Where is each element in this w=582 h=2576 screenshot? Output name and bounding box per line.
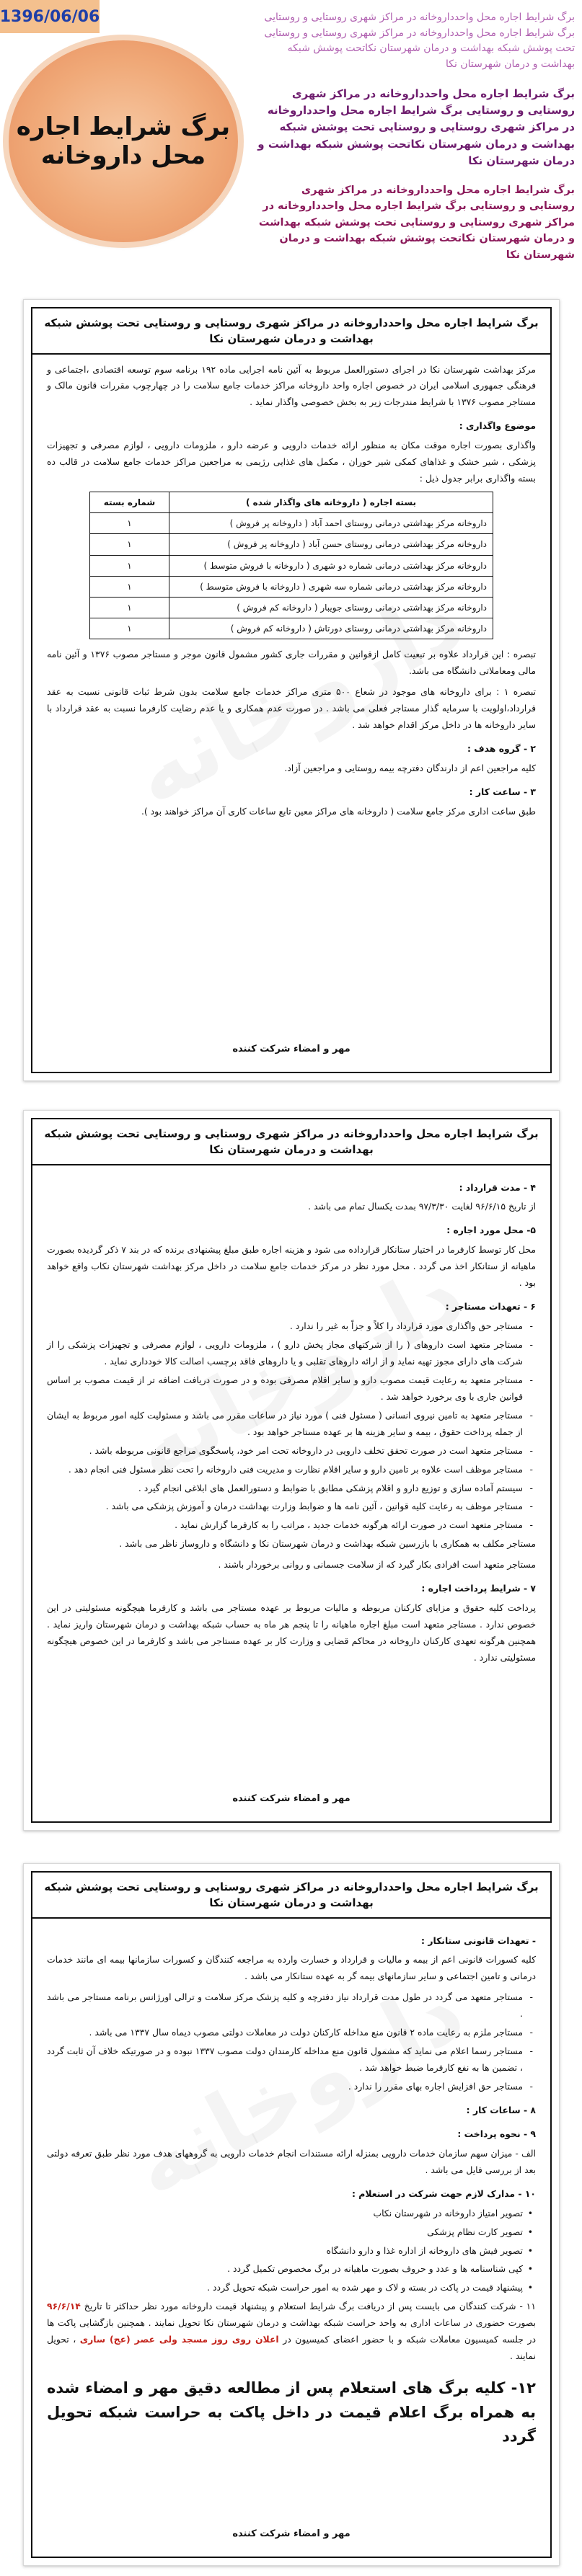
docs-heading: ۱۰ - مدارک لازم جهت شرکت در استعلام :	[352, 2188, 536, 2199]
package-number: ۱	[90, 576, 169, 597]
target-group-heading: ۲ - گروه هدف :	[467, 743, 536, 755]
table-row	[90, 598, 493, 618]
list-item: - مستاجر متعهد است داروهای ( را از شرکتهای مجاز پخش دارو ) ، ملزومات دارویی ، لوازم مصرفی و تجهیزات پزشکی را از شرکت های دارای مجوز تهیه نماید و از ارائه داروهای تقلبی و یا داروهای فاقد برچسب اصالت کالا خودداری نماید .	[47, 1337, 523, 1370]
package-name: داروخانه مرکز بهداشتی درمانی شماره دو شهری ( داروخانه با فروش متوسط )	[169, 555, 493, 576]
list-item: - سیستم آماده سازی و توزیع دارو و اقلام پزشکی مطابق با ضوابط و دستورالعمل های ابلاغی انجام گیرد .	[47, 1480, 523, 1497]
legal-text: کلیه کسورات قانونی اعم از بیمه و مالیات و قرارداد و خسارت وارده به مراجعه کنندگان و کسورات سازمانها بیمه ای مانند خدمات درمانی و تامین اجتماعی و سایر سازمانهای بیمه گر به عهده ستانکار می باشد .	[47, 1954, 536, 1982]
list-item: • پیشنهاد قیمت در پاکت در بسته و لاک و مهر شده به امور حراست شبکه تحویل گردد .	[47, 2280, 523, 2296]
final-paragraph	[47, 2299, 536, 2365]
final-big-note: ۱۲- کلیه برگ های استعلام پس از مطالعه دقیق مهر و امضاء شده به همراه برگ اعلام قیمت در داخل پاکت به حراست شبکه تحویل گردد	[47, 2379, 536, 2446]
final-date: ۹۶/۶/۱۴	[47, 2301, 81, 2312]
signature-line: مهر و امضاء شرکت کننده	[232, 1044, 350, 1054]
page-1-body	[32, 355, 550, 830]
package-table-header	[90, 492, 493, 513]
package-number: ۱	[90, 555, 169, 576]
payment-text: الف - میزان سهم سازمان خدمات دارویی بمنزله ارائه مستندات انجام خدمات دارویی به گروههای هدف مورد نظر طبق تعرفه دولتی بعد از بررسی فایل می باشد .	[47, 2147, 536, 2175]
header-paragraph-1: برگ شرایط اجاره محل واحدداروخانه در مراکز شهری روستایی و روستایی برگ شرایط اجاره محل واحدداروخانه در مراکز شهری روستایی و روستایی تحت پوشش شبکه بهداشت و درمان شهرستان نکاتحت پوشش شبکه بهداشت و درمان شهرستان نکا	[264, 12, 575, 71]
duty-tail-2: مستاجر متعهد است افرادی بکار گیرد که از سلامت جسمانی و روانی برخوردار باشند .	[218, 1559, 536, 1571]
page-3-body	[32, 1919, 550, 2462]
note-1: تبصره : این قرارداد علاوه بر تبعیت کامل ازقوانین و مقررات جاری کشور مشمول قانون موجر و مستاجر مصوب ۱۳۷۶ و آئین نامه مالی ومعاملاتی دانشگاه می باشد.	[47, 649, 536, 677]
page-2-title: برگ شرایط اجاره محل واحدداروخانه در مراکز شهری روستایی و روستایی تحت پوشش شبکه بهداشت و درمان شهرستان نکا	[32, 1119, 550, 1165]
signature-line: مهر و امضاء شرکت کننده	[232, 2528, 350, 2539]
package-number: ۱	[90, 513, 169, 534]
final-text-1: ۱۱ - شرکت کنندگان می بایست پس از دریافت برگ شرایط استعلام و پیشنهاد قیمت داروخانه مورد نظر حداکثر تا تاریخ	[84, 2301, 536, 2312]
package-name: داروخانه مرکز بهداشتی درمانی شماره سه شهری ( داروخانه با فروش متوسط )	[169, 576, 493, 597]
list-item: - مستاجر موظف است علاوه بر تامین دارو و سایر اقلام نظارت و مدیریت فنی داروخانه را تحت نظر مسئول فنی انجام دهد .	[47, 1462, 523, 1478]
title-oval-text: برگ شرایط اجاره محل داروخانه	[16, 112, 231, 170]
payment-heading: ۹ - نحوه پرداخت :	[457, 2128, 536, 2139]
document-page-1	[23, 299, 560, 1081]
list-item: - مستاجر ملزم به رعایت ماده ۲ قانون منع مداخله کارکنان دولت در معاملات دولتی مصوب دیماه سال ۱۳۳۷ می باشد .	[47, 2025, 523, 2041]
document-page-2	[23, 1110, 560, 1831]
table-row	[90, 513, 493, 534]
list-item: - مستاجر متعهد می گردد در طول مدت قرارداد نیاز دفترچه و کلیه پزشک مرکز سلامت و ترالی اورژانس برنامه مستاجر می باشد .	[47, 1989, 523, 2022]
subject-paragraph: واگذاری بصورت اجاره موقت مکان به منظور ارائه خدمات دارویی و عرضه دارو ، ملزومات دارویی ، لوازم مصرفی و تجهیزات پزشکی ، شیر خشک و غذاهای کمکی شیر خوران ، مکمل های غذایی رژیمی به مراجعین مراکز خدمات جامع سلامت در قالب ده بسته واگذاری برابر جدول ذیل :	[47, 440, 536, 484]
intro-paragraph: مرکز بهداشت شهرستان نکا در اجرای دستورالعمل مربوط به آئین نامه اجرایی ماده ۱۹۲ برنامه سوم توسعه اقتصادی ،اجتماعی و فرهنگی جمهوری اسلامی ایران در خصوص اجاره واحد داروخانه مراکز خدمات جامع سلامت را در چهارچوب مقررات قانون مالک و مستاجر مصوب ۱۳۷۶ با شرایط مندرجات زیر به بخش خصوصی واگذار نماید .	[47, 363, 536, 408]
package-name: داروخانه مرکز بهداشتی درمانی روستای حسن آباد ( داروخانه پر فروش )	[169, 534, 493, 555]
title-oval	[4, 36, 242, 247]
package-number: ۱	[90, 534, 169, 555]
list-item: • کپی شناسنامه ها و عدد و حروف بصورت ماهیانه در برگ مخصوص تکمیل گردد .	[47, 2261, 523, 2278]
header-paragraph-2: برگ شرایط اجاره محل واحدداروخانه در مراکز شهری روستایی و روستایی برگ شرایط اجاره محل واحدداروخانه در مراکز شهری روستایی و روستایی تحت پوشش شبکه بهداشت و درمان شهرستان نکاتحت پوشش شبکه بهداشت و درمان شهرستان نکا	[257, 86, 575, 167]
signature-line: مهر و امضاء شرکت کننده	[232, 1793, 350, 1804]
table-row	[90, 618, 493, 639]
list-item: - مستاجر متعهد به تامین نیروی انسانی ( مسئول فنی ) مورد نیاز در ساعات مقرر می باشد و مسئولیت کلیه امور مربوط به ایشان از جمله پرداخت حقوق ، بیمه و سایر هزینه ها بر عهده مستاجر خواهد بود .	[47, 1408, 523, 1441]
list-item: • تصویر امتیاز داروخانه در شهرستان نکاب	[47, 2206, 523, 2222]
list-item: - مستاجر متعهد به رعایت قیمت مصوب دارو و سایر اقلام مصرفی بوده و در صورت دریافت اضافه تر از قیمت مصوب بر اساس قوانین جاری با وی برخورد خواهد شد .	[47, 1372, 523, 1405]
final-text-2: بصورت حضوری در ساعات اداری به واحد حراست شبکه بهداشت و درمان شهرستان نکا تحویل نمایند . همچنین بازگشایی پاکت ها در جلسه کمیسیون معاملات شبکه و با حضور اعضای کمیسیون در	[47, 2317, 536, 2345]
rent-heading: ۷ - شرایط پرداخت اجاره :	[421, 1583, 536, 1594]
package-name: داروخانه مرکز بهداشتی درمانی روستای احمد آباد ( داروخانه پر فروش )	[169, 513, 493, 534]
duties-heading: ۶ - تعهدات مستاجر :	[445, 1301, 536, 1313]
list-item: • تصویر کارت نظام پزشکی	[47, 2224, 523, 2241]
package-table	[89, 492, 493, 639]
package-name: داروخانه مرکز بهداشتی درمانی روستای جویبار ( داروخانه کم فروش )	[169, 598, 493, 618]
header-paragraph-3: برگ شرایط اجاره محل واحدداروخانه در مراکز شهری روستایی و روستایی برگ شرایط اجاره محل واحدداروخانه در مراکز شهری روستایی و روستایی تحت پوشش شبکه بهداشت و درمان شهرستان نکاتحت پوشش شبکه بهداشت و درمان شهرستان نکا	[258, 185, 575, 261]
target-group-text: کلیه مراجعین اعم از دارندگان دفترچه بیمه روستایی و مراجعین آزاد.	[284, 763, 536, 773]
legal-heading: - تعهدات قانونی ستانکار :	[421, 1935, 536, 1946]
page-3-frame	[31, 1871, 552, 2558]
final-text-3: ، تحویل نمایند .	[47, 2334, 536, 2362]
col-package-number: شماره بسته	[90, 492, 169, 513]
list-item: - مستاجر رسما اعلام می نماید که مشمول قانون منع مداخله کارمندان دولت مصوب ۱۳۳۷ نبوده و در صورتیکه خلاف آن ثابت گردد ، تضمین ها به نفع کارفرما ضبط خواهد شد .	[47, 2043, 523, 2077]
page-1-title: برگ شرایط اجاره محل واحدداروخانه در مراکز شهری روستایی و روستایی تحت پوشش شبکه بهداشت و درمان شهرستان نکا	[32, 308, 550, 355]
page3-hours-heading: ۸ - ساعات کار :	[466, 2104, 536, 2115]
list-item: • تصویر فیش های داروخانه از اداره غذا و دارو دانشگاه	[47, 2243, 523, 2260]
subject-heading: موضوع واگذاری :	[459, 420, 536, 432]
list-item: - مستاجر متعهد است در صورت تحقق تخلف دارویی در داروخانه تحت امر خود، پاسخگوی مراجع قانونی مربوطه باشد .	[47, 1443, 523, 1460]
header-banner	[0, 0, 582, 290]
place-text: محل کار توسط کارفرما در اختیار ستانکار قرارداده می شود و هزینه اجاره طبق مبلغ پیشنهادی برنده که در بند ۷ ذکر گردیده بصورت ماهیانه از ستانکار اخذ می گردد . محل مورد نظر در مرکز خدمات جامع سلامت در داخل مرکز بهداشت شهرستان نکاب واقع خواهد بود .	[47, 1244, 536, 1289]
rent-text: پرداخت کلیه حقوق و مزایای کارکنان مربوطه و مالیات مربوط بر عهده مستاجر می باشد و کارفرما هیچگونه مسئولیتی در این خصوص ندارد . مستاجر متعهد است مبلغ اجاره ماهیانه را تا پنجم هر ماه به حساب شبکه بهداشت و درمان شهرستان واریز نماید . همچنین هرگونه تعهدی کارکنان داروخانه در محاکم قضایی و وزارت کار بر عهده مستاجر می باشد و کارفرما در این خصوص هیچگونه مسئولیتی ندارد .	[47, 1602, 536, 1663]
table-row	[90, 576, 493, 597]
duration-heading: ۴ - مدت قرارداد :	[459, 1181, 536, 1193]
place-heading: ۵- محل مورد اجاره :	[446, 1225, 536, 1236]
final-location: اعلان روی روز مسجد ولی عصر (عج) ساری	[79, 2334, 279, 2345]
page-2-body	[32, 1165, 550, 1676]
list-item: - مستاجر متعهد است در صورت ارائه هرگونه خدمات جدید ، مراتب را به کارفرما گزارش نماید .	[47, 1517, 523, 1534]
duty-tail-1: مستاجر مکلف به همکاری با بازرسین شبکه بهداشت و درمان شهرستان نکا و دانشگاه و داروساز ناظر می باشد .	[119, 1538, 536, 1550]
table-row	[90, 555, 493, 576]
package-number: ۱	[90, 618, 169, 639]
table-row	[90, 534, 493, 555]
duties-list	[47, 1318, 536, 1534]
note-2: تبصره ۱ : برای داروخانه های موجود در شعاع ۵۰۰ متری مراکز خدمات جامع سلامت بدون شرط ثبات قانونی نسبت به عقد قرارداد،اولویت با سرمایه گذار مستاجر فعلی می باشد . در صورت عدم همکاری و یا عدم رضایت کارفرما نسبت به عقد قرارداد با سایر داروخانه ها در داخل مرکز اقدام خواهد شد .	[47, 686, 537, 731]
legal-items-list	[47, 1989, 536, 2095]
package-number: ۱	[90, 598, 169, 618]
work-hours-heading: ۳ - ساعت کار :	[469, 786, 536, 797]
page-1-frame	[31, 307, 552, 1073]
page-3-title: برگ شرایط اجاره محل واحدداروخانه در مراکز شهری روستایی و روستایی تحت پوشش شبکه بهداشت و درمان شهرستان نکا	[32, 1873, 550, 1919]
document-page-3	[23, 1863, 560, 2566]
date-badge: 1396/06/06	[0, 0, 100, 33]
page-2-frame	[31, 1118, 552, 1823]
list-item: - مستاجر موظف به رعایت کلیه قوانین ، آئین نامه ها و ضوابط وزارت بهداشت درمان و آموزش پزشکی می باشد .	[47, 1498, 523, 1515]
list-item: - مستاجر حق واگذاری مورد قرارداد را کلاً و جزاً به غیر را ندارد .	[47, 1318, 523, 1335]
work-hours-text: طبق ساعت اداری مرکز جامع سلامت ( داروخانه های مراکز معین تابع ساعات کاری آن مراکز خواهند بود ).	[141, 805, 536, 817]
duration-text: از تاریخ ۹۶/۶/۱۵ لغایت ۹۷/۳/۳۰ بمدت یکسال تمام می باشد .	[308, 1201, 536, 1212]
list-item: - مستاجر حق افزایش اجاره بهای مقرر را ندارد .	[47, 2079, 523, 2095]
col-package-name: بسته اجاره ( داروخانه های واگذار شده )	[169, 492, 493, 513]
header-text-block	[254, 10, 575, 276]
docs-list	[47, 2206, 536, 2297]
package-name: داروخانه مرکز بهداشتی درمانی روستای دورتاش ( داروخانه کم فروش )	[169, 618, 493, 639]
title-oval-shape	[9, 40, 238, 242]
